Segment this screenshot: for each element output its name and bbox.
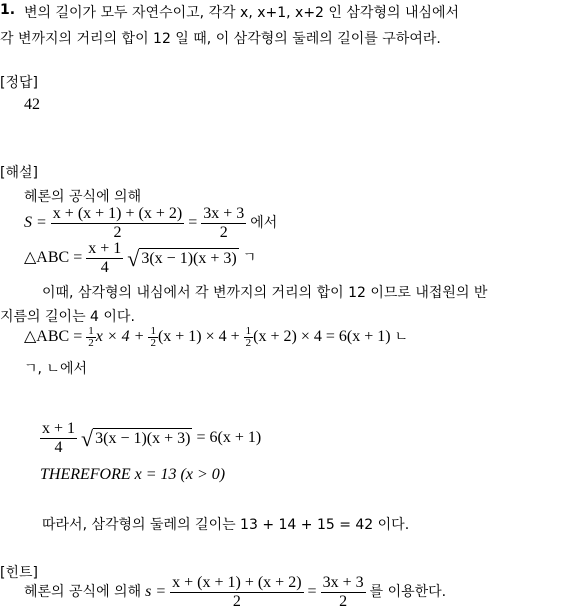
problem-number: 1.: [0, 2, 16, 18]
tag-giyeok: ㄱ: [242, 250, 257, 267]
s-suffix: 에서: [250, 215, 278, 232]
area2-term-1: x × 4 +: [95, 328, 145, 346]
para-line-2: 지름의 길이는 4 이다.: [0, 309, 135, 325]
s-lhs: S =: [24, 214, 47, 232]
half-2: $\frac{1}{2}$: [150, 325, 156, 349]
equation-2: THEREFORE x = 13 (x > 0): [40, 466, 226, 483]
hint-prefix: 헤론의 공식에 의해: [24, 584, 142, 601]
eq1-fraction: $\frac{x + 1}{4}$: [42, 420, 76, 456]
area-formula-2: [24, 326, 408, 349]
heron-intro: 헤론의 공식에 의해: [24, 189, 142, 205]
tag-nieun: ㄴ: [394, 329, 409, 346]
eq1-sqrt: √ 3(x − 1)(x + 3): [81, 425, 191, 451]
answer-label: [정답]: [0, 75, 38, 91]
hint-fraction: $\frac{x + (x + 1) + (x + 2)}{2}$: [172, 574, 302, 610]
area1-lhs: △ABC =: [24, 249, 83, 267]
half-1: $\frac{1}{2}$: [88, 325, 94, 349]
area2-lhs: △ABC =: [24, 328, 83, 346]
s-eq: =: [188, 214, 198, 232]
conclusion: 따라서, 삼각형의 둘레의 길이는 13 + 14 + 15 = 42 이다.: [42, 517, 410, 533]
area-formula-1: [24, 240, 256, 277]
area1-sqrt: √ 3(x − 1)(x + 3): [127, 245, 237, 271]
hint-s: s =: [145, 583, 167, 601]
para-line-1: 이때, 삼각형의 내심에서 각 변까지의 거리의 합이 12 이므로 내접원의 반: [42, 285, 488, 301]
s-definition: [24, 205, 277, 242]
hint-line: [24, 574, 446, 611]
problem-line-2: 각 변까지의 거리의 합이 12 일 때, 이 삼각형의 둘레의 길이를 구하여라.: [0, 31, 441, 47]
answer-value: 42: [24, 96, 40, 113]
s-fraction-2: $\frac{3x + 3}{2}$: [203, 205, 245, 241]
equation-1: [40, 420, 261, 457]
area2-term-3: (x + 2) × 4 = 6(x + 1): [253, 328, 391, 346]
s-fraction: $\frac{x + (x + 1) + (x + 2)}{2}$: [52, 205, 183, 241]
eq1-rhs: = 6(x + 1): [196, 429, 262, 447]
area1-fraction: $\frac{x + 1}{4}$: [88, 240, 122, 276]
hint-label: [힌트]: [0, 565, 38, 581]
hint-eq: =: [307, 583, 317, 601]
area2-term-2: (x + 1) × 4 +: [157, 328, 240, 346]
half-3: $\frac{1}{2}$: [245, 325, 252, 349]
hint-suffix: 를 이용한다.: [369, 584, 447, 601]
hint-fraction-2: $\frac{3x + 3}{2}$: [322, 574, 364, 610]
from-ga-na: ㄱ, ㄴ에서: [24, 361, 87, 377]
problem-line-1: 변의 길이가 모두 자연수이고, 각각 x, x+1, x+2 인 삼각형의 내심에서: [24, 5, 460, 21]
solution-label: [해설]: [0, 165, 38, 181]
